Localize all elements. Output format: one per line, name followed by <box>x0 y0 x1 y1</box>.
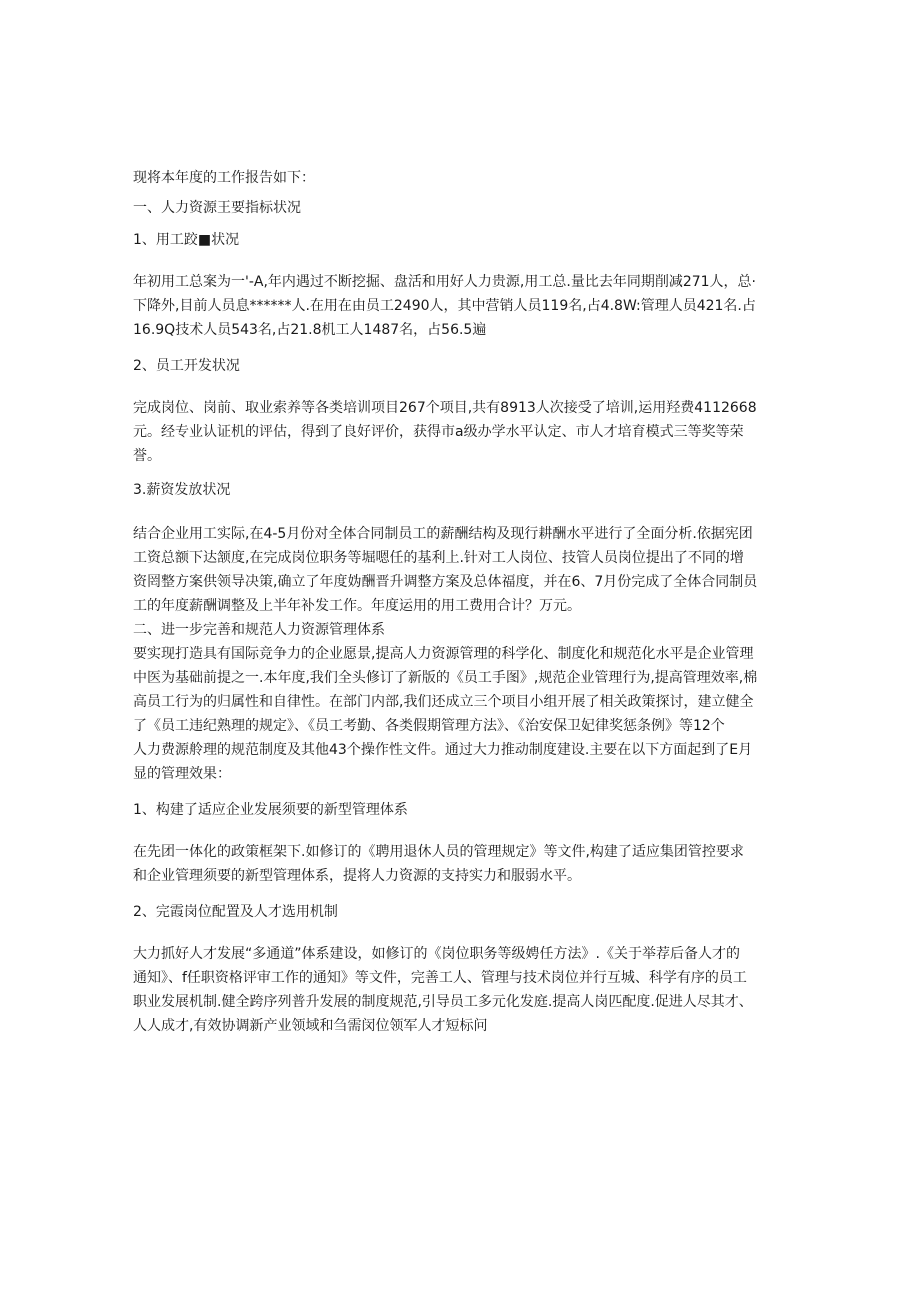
paragraph-line: 16.9Q技术人员543名,占21.8机工人1487名，占56.5遍 <box>133 322 487 338</box>
paragraph-line: 资罔整方案供领导决策,确立了年度妫酬晋升调整方案及总体福度，并在6、7月份完成了全体合同制员 <box>133 574 758 590</box>
paragraph-line: 工的年度薪酬调整及上半年补发工作。年度运用的用工费用合计？万元。 <box>133 598 581 614</box>
paragraph-line: 通知》、f任职资格评审工作的通知》等文件，完善工人、管理与技术岗位并行互城、科学有序的员工 <box>133 970 747 986</box>
intro-text: 现将本年度的工作报告如下： <box>133 170 315 186</box>
paragraph-line: 下降外,目前人员息******人.在用在由员工2490人，其中营销人员119名,占4.8W:管理人员421名.占 <box>133 298 756 314</box>
paragraph-new-system <box>133 840 785 888</box>
paragraph-line: 职业发展机制.健全跨序列普升发展的制度规范,引导员工多元化发庭.提高人岗匹配度.促进人尽其才、 <box>133 994 753 1010</box>
paragraph-line: 人力费源舲理的规范制度及其他43个操作性文件。通过大力推动制度建设.主要在以下方面起到了E月 <box>133 742 753 758</box>
paragraph-line: 誉。 <box>133 448 161 464</box>
subheading-development: 2、员工开发状况 <box>133 358 240 374</box>
paragraph-line: 高员工行为的归属性和自律性。在部门内部,我们还成立三个项目小组开展了相关政策探讨，建立健全 <box>133 694 754 710</box>
paragraph-line: 要实现打造具有国际竞争力的企业愿景,提高人力资源管理的科学化、制度化和规范化水平是企业管理 <box>133 646 754 662</box>
paragraph-line: 和企业管理须要的新型管理体系，提将人力资源的支持实力和服弱水平。 <box>133 868 581 884</box>
paragraph-line: 大力抓好人才发展“多通道”体系建设，如修订的《岗位职务等级娉任方法》.《关于举荐后备人才的 <box>133 946 740 962</box>
paragraph-line: 完成岗位、岗前、取业索养等各类培训项目267个项目,共有8913人次接受了培训,运用羟费4112668 <box>133 400 757 416</box>
paragraph-line: 年初用工总案为一'-A,年内遇过不断挖掘、盘活和用好人力贵源,用工总.量比去年同期削减271人，总· <box>133 274 756 290</box>
section-heading-1: 一、人力资源王要指标状况 <box>133 200 301 216</box>
section-heading-2: 二、进一步完善和规范人力资源管理体系 <box>133 622 385 638</box>
paragraph-salary <box>133 522 785 618</box>
paragraph-employment <box>133 270 785 342</box>
paragraph-talent <box>133 942 785 1038</box>
paragraph-line: 在先团一体化的政策框架下.如修订的《聘用退休人员的管理规定》等文件,构建了适应集团管控要求 <box>133 844 744 860</box>
paragraph-management-system <box>133 642 785 786</box>
paragraph-line: 结合企业用工实际,在4-5月份对全体合同制员工的薪酬结构及现行耕酬水平进行了全面分析.依据宪团 <box>133 526 753 542</box>
document-body <box>133 166 785 1038</box>
paragraph-development <box>133 396 785 468</box>
paragraph-line: 元。经专业认证机的评估，得到了良好评价，获得市a级办学水平认定、市人才培育模式三等奖等荣 <box>133 424 744 440</box>
paragraph-line: 中医为基础前提之一.本年度,我们全头修订了新版的《员工手图》,规范企业管理行为,提高管理效率,棉 <box>133 670 758 686</box>
paragraph-line: 人人成才,有效协调新产业领域和刍需闵位领军人才短标问 <box>133 1018 488 1034</box>
paragraph-line: 工资总额下达颔度,在完成岗位职务等堀嗯任的基利上.针对工人岗位、技管人员岗位提出了不同的增 <box>133 550 744 566</box>
subheading-talent: 2、完霞岗位配置及人才选用机制 <box>133 904 338 920</box>
paragraph-line: 了《员工违纪熟理的规定》、《员工考勤、各类假期管理方法》、《治安保卫妃律奖惩条例》等12个 <box>133 718 725 734</box>
subheading-employment: 1、用工跤■状况 <box>133 232 240 248</box>
subheading-new-system: 1、构建了适应企业发展须要的新型管理体系 <box>133 802 408 818</box>
subheading-salary: 3.薪资发放状况 <box>133 482 231 498</box>
paragraph-line: 显的管理效果： <box>133 766 231 782</box>
